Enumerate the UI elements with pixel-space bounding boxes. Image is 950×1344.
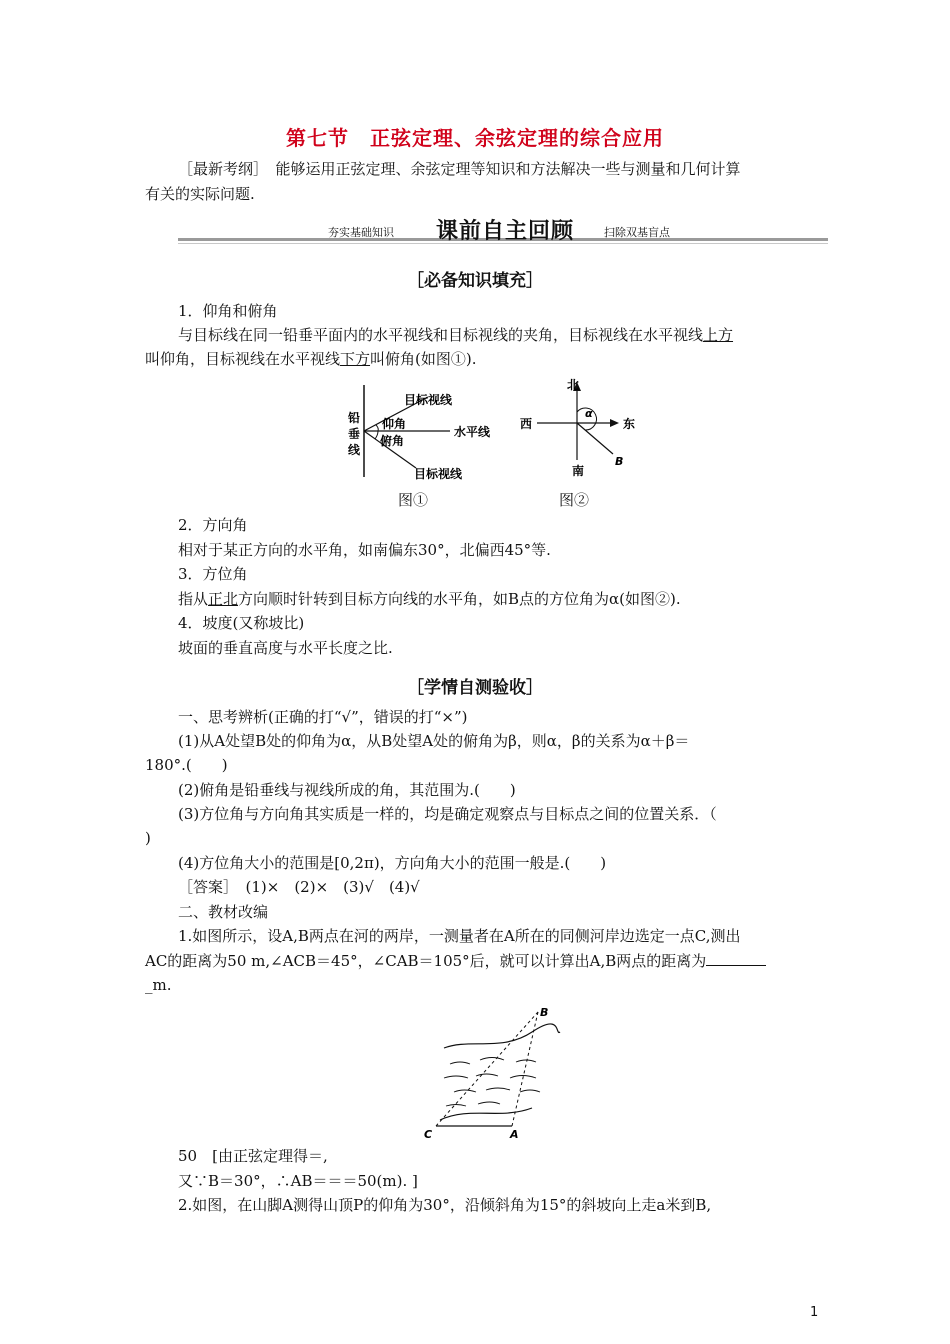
p1-line-3: _m.	[145, 976, 172, 994]
k1-line2-tail: 叫俯角(如图①).	[370, 350, 477, 368]
river-fig-label-b: B	[540, 1006, 549, 1019]
figure-1-elevation-depression	[340, 375, 510, 485]
part2-heading: 二、教材改编	[178, 903, 269, 921]
k4-heading: 4．坡度(又称坡比)	[178, 614, 305, 632]
part1-heading: 一、思考辨析(正确的打“√”，错误的打“×”)	[178, 708, 468, 726]
k4-text: 坡面的垂直高度与水平长度之比.	[178, 639, 393, 657]
k3-text-start: 指从	[178, 590, 209, 608]
fig2-east-arrow	[610, 419, 619, 427]
fig2-alpha-label: α	[585, 407, 593, 420]
section-heading-knowledge: ［必备知识填充］	[407, 271, 543, 291]
syllabus-line-1: ［最新考纲］ 能够运用正弦定理、余弦定理等知识和方法解决一些与测量和几何计算	[178, 160, 741, 178]
river-fig-segment-cb	[436, 1012, 538, 1126]
section-heading-selftest: ［学情自测验收］	[407, 678, 543, 698]
fig1-horizontal-label: 水平线	[454, 425, 491, 439]
q3-line-1: (3)方位角与方向角其实质是一样的，均是确定观察点与目标点之间的位置关系．（	[178, 805, 717, 823]
river-bank-far	[444, 1024, 560, 1048]
solution-line-1: 50 [由正弦定理得＝,	[178, 1147, 328, 1165]
p1-line-1: 1.如图所示，设A,B两点在河的两岸，一测量者在A所在的同侧河岸边选定一点C,测出	[178, 927, 741, 945]
fig1-vertical-char-2: 垂	[348, 427, 361, 441]
fig1-up-angle-label: 仰角	[382, 417, 407, 431]
fig2-point-b-label: B	[615, 455, 624, 468]
river-wave-2	[444, 1074, 536, 1078]
k2-heading: 2．方向角	[178, 516, 248, 534]
figure-2-bearing	[515, 372, 645, 482]
k1-line2-underline: 下方	[340, 350, 371, 368]
fig2-south-label: 南	[572, 464, 585, 478]
q3-line-2: )	[145, 829, 151, 847]
river-fig-segment-ab	[512, 1012, 538, 1126]
solution-line-2: 又∵B＝30°，∴AB＝＝＝50(m). ]	[178, 1172, 418, 1190]
k1-line1-underline: 上方	[703, 326, 734, 344]
k2-text: 相对于某正方向的水平角，如南偏东30°，北偏西45°等.	[178, 541, 551, 559]
k1-line1-text: 与目标线在同一铅垂平面内的水平视线和目标视线的夹角，目标视线在水平视线	[178, 326, 704, 344]
q4-line: (4)方位角大小的范围是[0,2π)，方向角大小的范围一般是.( )	[178, 854, 607, 872]
fig2-caption: 图②	[559, 491, 590, 509]
river-wave-4	[446, 1102, 500, 1106]
fig1-up-angle-arc	[376, 425, 378, 431]
k3-text	[178, 589, 681, 609]
k1-heading: 1．仰角和俯角	[178, 302, 278, 320]
syllabus-line-2: 有关的实际问题.	[145, 185, 255, 203]
fig1-bottom-label: 目标视线	[414, 467, 463, 481]
figure-river-measurement	[420, 1002, 570, 1142]
fig1-vertical-char-1: 铅	[348, 411, 361, 425]
fig2-north-label: 北	[567, 378, 580, 392]
fig1-down-angle-arc	[375, 431, 378, 439]
fig1-caption: 图①	[398, 491, 429, 509]
banner-center-text: 课前自主回顾	[436, 219, 575, 244]
p2-line: 2.如图，在山脚A测得山顶P的仰角为30°，沿倾斜角为15°的斜坡向上走a米到B,	[178, 1196, 712, 1214]
banner-right-text: 扫除双基盲点	[604, 226, 670, 239]
fig1-top-label: 目标视线	[404, 393, 453, 407]
q1-line-2: 180°.( )	[145, 756, 228, 774]
q2-line: (2)俯角是铅垂线与视线所成的角，其范围为.( )	[178, 781, 516, 799]
k1-line2-text: 叫仰角，目标视线在水平视线	[145, 350, 341, 368]
k3-text-underline: 正北	[208, 590, 239, 608]
river-wave-3	[454, 1088, 540, 1092]
page-number: 1	[810, 1305, 819, 1320]
p1-line-2	[145, 951, 766, 971]
k1-line-1	[178, 325, 733, 345]
river-fig-label-c: C	[424, 1128, 433, 1141]
page-title: 第七节 正弦定理、余弦定理的综合应用	[286, 126, 664, 150]
fig2-direction-line	[577, 423, 613, 454]
p1-line2-text: AC的距离为50 m,∠ACB＝45°，∠CAB＝105°后，就可以计算出A,B两点的距离为	[145, 952, 707, 970]
k1-line-2	[145, 349, 477, 369]
section-banner	[178, 210, 828, 250]
fig2-west-label: 西	[520, 417, 533, 431]
k3-heading: 3．方位角	[178, 565, 248, 583]
river-fig-label-a: A	[510, 1128, 519, 1141]
fig1-down-angle-label: 俯角	[380, 434, 405, 448]
answer-line: ［答案］ (1)× (2)× (3)√ (4)√	[178, 878, 420, 896]
banner-left-text: 夯实基础知识	[328, 226, 394, 239]
fig2-east-label: 东	[623, 417, 636, 431]
fig1-vertical-char-3: 线	[348, 443, 361, 457]
answer-blank	[706, 951, 766, 966]
q1-line-1: (1)从A处望B处的仰角为α，从B处望A处的俯角为β，则α，β的关系为α＋β＝	[178, 732, 690, 750]
river-bank-near	[440, 1108, 532, 1120]
k3-text-end: 方向顺时针转到目标方向线的水平角，如B点的方位角为α(如图②).	[238, 590, 681, 608]
